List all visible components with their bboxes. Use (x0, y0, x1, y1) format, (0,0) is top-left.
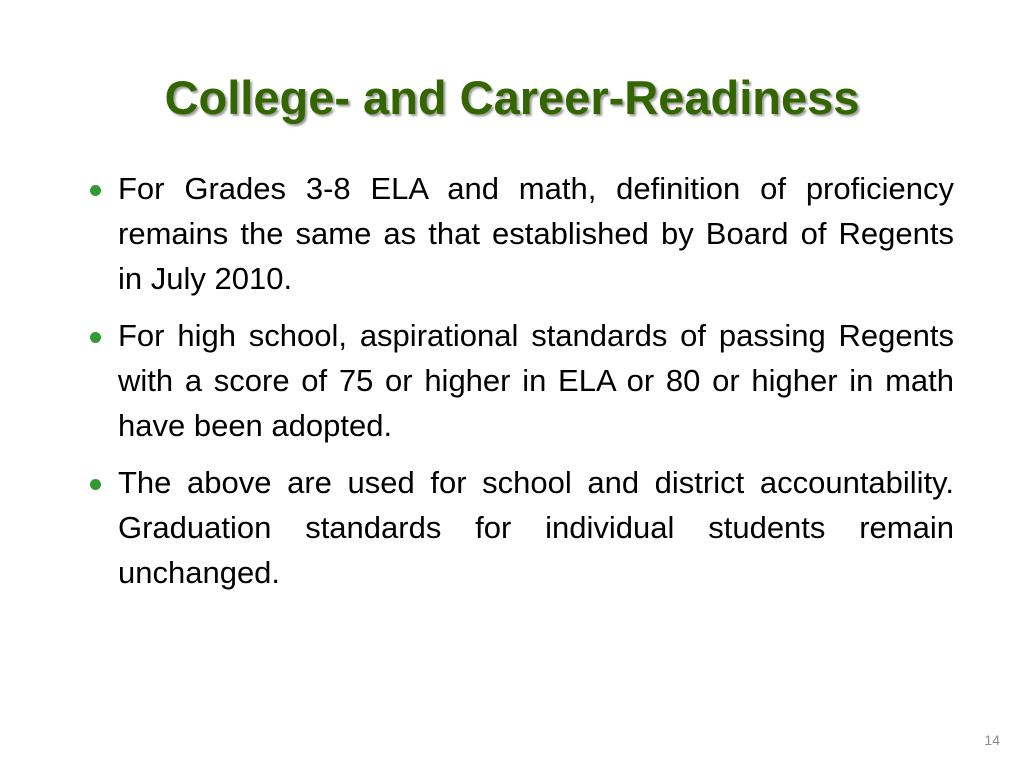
bullet-dot-icon (90, 332, 101, 343)
bullet-item (88, 166, 954, 301)
page-number: 14 (984, 732, 1000, 748)
bullet-text: For Grades 3-8 ELA and math, definition of proficiency remains the same as that established by Board of Regents in July 2010. (118, 171, 954, 296)
slide-title: College- and Career-Readiness (164, 71, 860, 124)
bullet-dot-icon (90, 185, 101, 196)
bullet-text: The above are used for school and district accountability. Graduation standards for individual students remain unchanged. (118, 465, 954, 590)
bullet-list (88, 166, 954, 607)
bullet-item (88, 460, 954, 595)
bullet-item (88, 313, 954, 448)
bullet-dot-icon (90, 479, 101, 490)
bullet-text: For high school, aspirational standards of passing Regents with a score of 75 or higher in ELA or 80 or higher in math have been adopted. (118, 318, 954, 443)
